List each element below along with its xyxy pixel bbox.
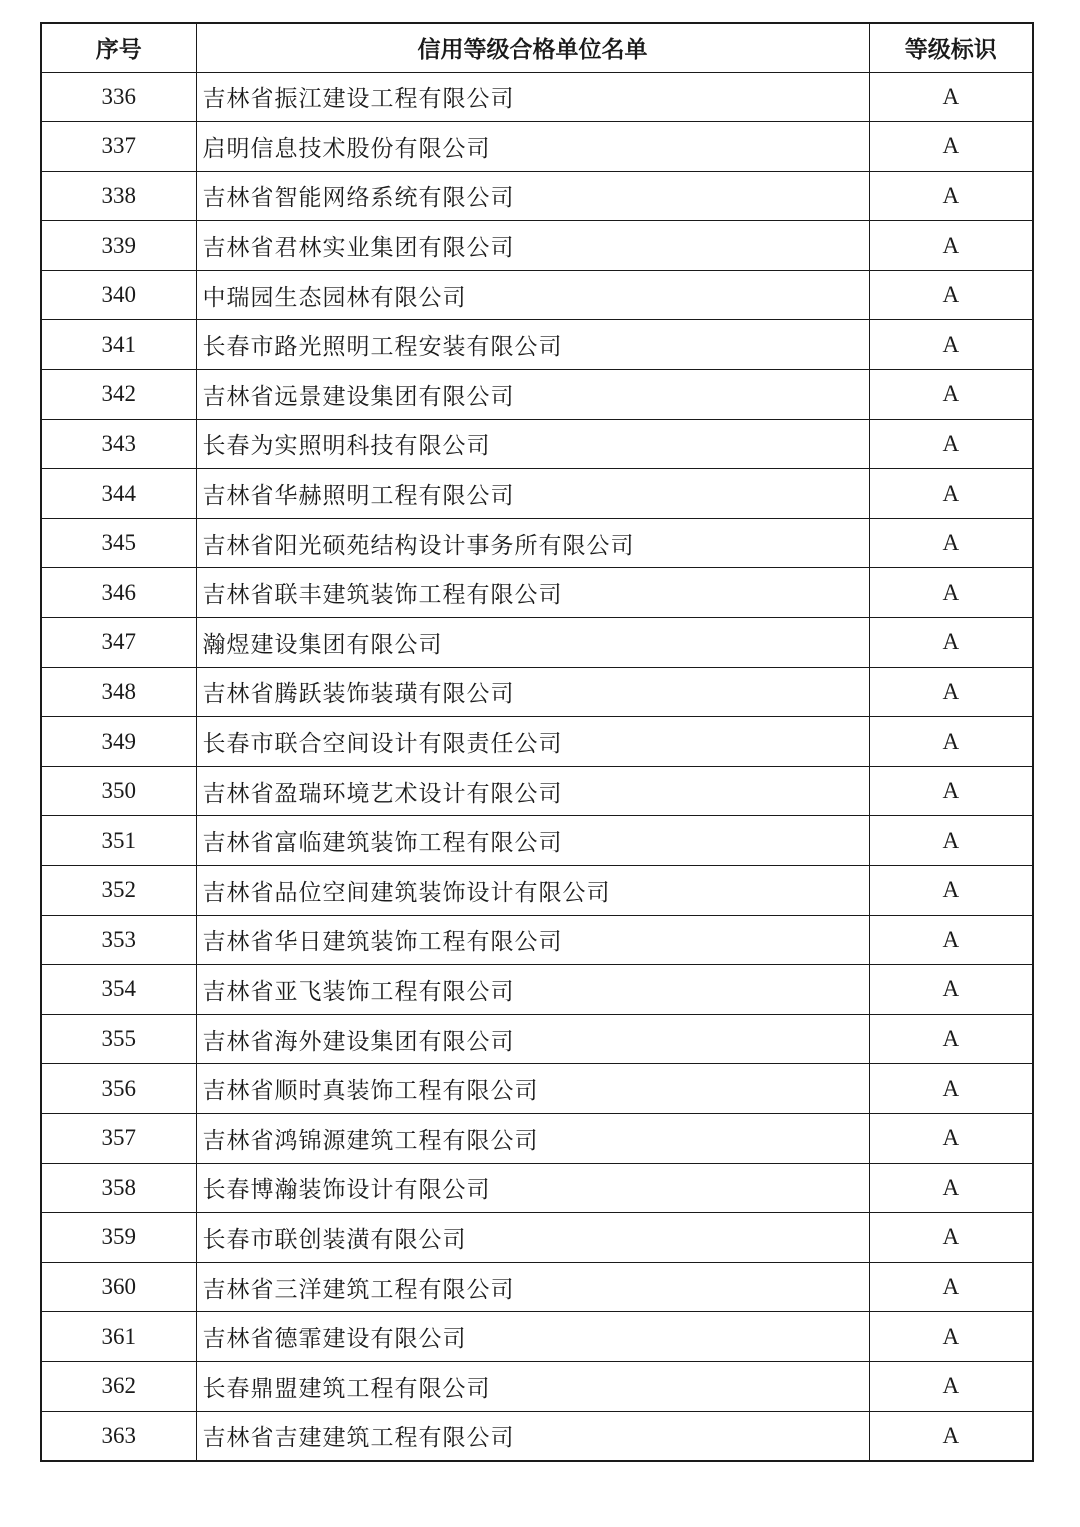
grade-mark: A (869, 1361, 1033, 1411)
grade-mark: A (869, 717, 1033, 767)
company-name: 吉林省联丰建筑装饰工程有限公司 (196, 568, 869, 618)
row-number: 361 (41, 1312, 196, 1362)
row-number: 363 (41, 1411, 196, 1461)
grade-mark: A (869, 1213, 1033, 1263)
table-row (41, 469, 1033, 519)
table-row (41, 866, 1033, 916)
grade-mark: A (869, 1113, 1033, 1163)
company-name: 吉林省盈瑞环境艺术设计有限公司 (196, 766, 869, 816)
table-header-row (41, 23, 1033, 72)
company-name: 吉林省亚飞装饰工程有限公司 (196, 965, 869, 1015)
grade-mark: A (869, 618, 1033, 668)
table-row (41, 667, 1033, 717)
grade-mark: A (869, 370, 1033, 420)
row-number: 347 (41, 618, 196, 668)
table-row (41, 320, 1033, 370)
grade-mark: A (869, 1262, 1033, 1312)
grade-mark: A (869, 1014, 1033, 1064)
grade-mark: A (869, 221, 1033, 271)
table-row (41, 1163, 1033, 1213)
grade-mark: A (869, 1163, 1033, 1213)
company-name: 吉林省鸿锦源建筑工程有限公司 (196, 1113, 869, 1163)
table-row (41, 1213, 1033, 1263)
row-number: 353 (41, 915, 196, 965)
company-name: 启明信息技术股份有限公司 (196, 122, 869, 172)
row-number: 339 (41, 221, 196, 271)
company-name: 吉林省智能网络系统有限公司 (196, 171, 869, 221)
table-row (41, 965, 1033, 1015)
grade-mark: A (869, 419, 1033, 469)
company-name: 吉林省三洋建筑工程有限公司 (196, 1262, 869, 1312)
grade-mark: A (869, 915, 1033, 965)
grade-mark: A (869, 1064, 1033, 1114)
grade-mark: A (869, 1411, 1033, 1461)
row-number: 359 (41, 1213, 196, 1263)
grade-mark: A (869, 171, 1033, 221)
table-row (41, 370, 1033, 420)
table-row (41, 1064, 1033, 1114)
table-row (41, 518, 1033, 568)
table-row (41, 171, 1033, 221)
row-number: 350 (41, 766, 196, 816)
grade-mark: A (869, 816, 1033, 866)
row-number: 346 (41, 568, 196, 618)
company-name: 长春市联创装潢有限公司 (196, 1213, 869, 1263)
company-name: 吉林省腾跃装饰装璜有限公司 (196, 667, 869, 717)
table-row (41, 1361, 1033, 1411)
grade-mark: A (869, 866, 1033, 916)
company-name: 吉林省海外建设集团有限公司 (196, 1014, 869, 1064)
row-number: 357 (41, 1113, 196, 1163)
row-number: 343 (41, 419, 196, 469)
company-name: 吉林省远景建设集团有限公司 (196, 370, 869, 420)
table-row (41, 816, 1033, 866)
row-number: 351 (41, 816, 196, 866)
company-name: 瀚煜建设集团有限公司 (196, 618, 869, 668)
company-name: 长春鼎盟建筑工程有限公司 (196, 1361, 869, 1411)
grade-mark: A (869, 320, 1033, 370)
row-number: 362 (41, 1361, 196, 1411)
company-name: 吉林省华赫照明工程有限公司 (196, 469, 869, 519)
table-row (41, 270, 1033, 320)
company-name: 吉林省吉建建筑工程有限公司 (196, 1411, 869, 1461)
grade-mark: A (869, 122, 1033, 172)
row-number: 345 (41, 518, 196, 568)
header-number: 序号 (41, 23, 196, 72)
table-row (41, 1113, 1033, 1163)
row-number: 336 (41, 72, 196, 122)
table-row (41, 717, 1033, 767)
grade-mark: A (869, 667, 1033, 717)
table-row (41, 915, 1033, 965)
row-number: 348 (41, 667, 196, 717)
table-row (41, 618, 1033, 668)
company-name: 中瑞园生态园林有限公司 (196, 270, 869, 320)
row-number: 358 (41, 1163, 196, 1213)
company-name: 吉林省德霏建设有限公司 (196, 1312, 869, 1362)
company-name: 长春博瀚装饰设计有限公司 (196, 1163, 869, 1213)
table-row (41, 1312, 1033, 1362)
table-row (41, 1262, 1033, 1312)
header-name: 信用等级合格单位名单 (196, 23, 869, 72)
table-row (41, 766, 1033, 816)
row-number: 338 (41, 171, 196, 221)
company-name: 吉林省顺时真装饰工程有限公司 (196, 1064, 869, 1114)
table-row (41, 1411, 1033, 1461)
grade-mark: A (869, 766, 1033, 816)
grade-mark: A (869, 518, 1033, 568)
company-name: 吉林省阳光硕苑结构设计事务所有限公司 (196, 518, 869, 568)
grade-mark: A (869, 72, 1033, 122)
company-name: 吉林省华日建筑装饰工程有限公司 (196, 915, 869, 965)
row-number: 344 (41, 469, 196, 519)
grade-mark: A (869, 1312, 1033, 1362)
row-number: 341 (41, 320, 196, 370)
credit-list-table (40, 22, 1034, 1462)
row-number: 337 (41, 122, 196, 172)
grade-mark: A (869, 965, 1033, 1015)
table-row (41, 1014, 1033, 1064)
table-row (41, 419, 1033, 469)
company-name: 长春为实照明科技有限公司 (196, 419, 869, 469)
company-name: 吉林省富临建筑装饰工程有限公司 (196, 816, 869, 866)
row-number: 352 (41, 866, 196, 916)
company-name: 长春市路光照明工程安装有限公司 (196, 320, 869, 370)
grade-mark: A (869, 568, 1033, 618)
row-number: 349 (41, 717, 196, 767)
grade-mark: A (869, 469, 1033, 519)
row-number: 356 (41, 1064, 196, 1114)
grade-mark: A (869, 270, 1033, 320)
row-number: 355 (41, 1014, 196, 1064)
table-row (41, 122, 1033, 172)
header-grade: 等级标识 (869, 23, 1033, 72)
row-number: 360 (41, 1262, 196, 1312)
table-row (41, 72, 1033, 122)
table-row (41, 568, 1033, 618)
table-row (41, 221, 1033, 271)
company-name: 长春市联合空间设计有限责任公司 (196, 717, 869, 767)
row-number: 340 (41, 270, 196, 320)
row-number: 354 (41, 965, 196, 1015)
company-name: 吉林省振江建设工程有限公司 (196, 72, 869, 122)
row-number: 342 (41, 370, 196, 420)
company-name: 吉林省君林实业集团有限公司 (196, 221, 869, 271)
company-name: 吉林省品位空间建筑装饰设计有限公司 (196, 866, 869, 916)
